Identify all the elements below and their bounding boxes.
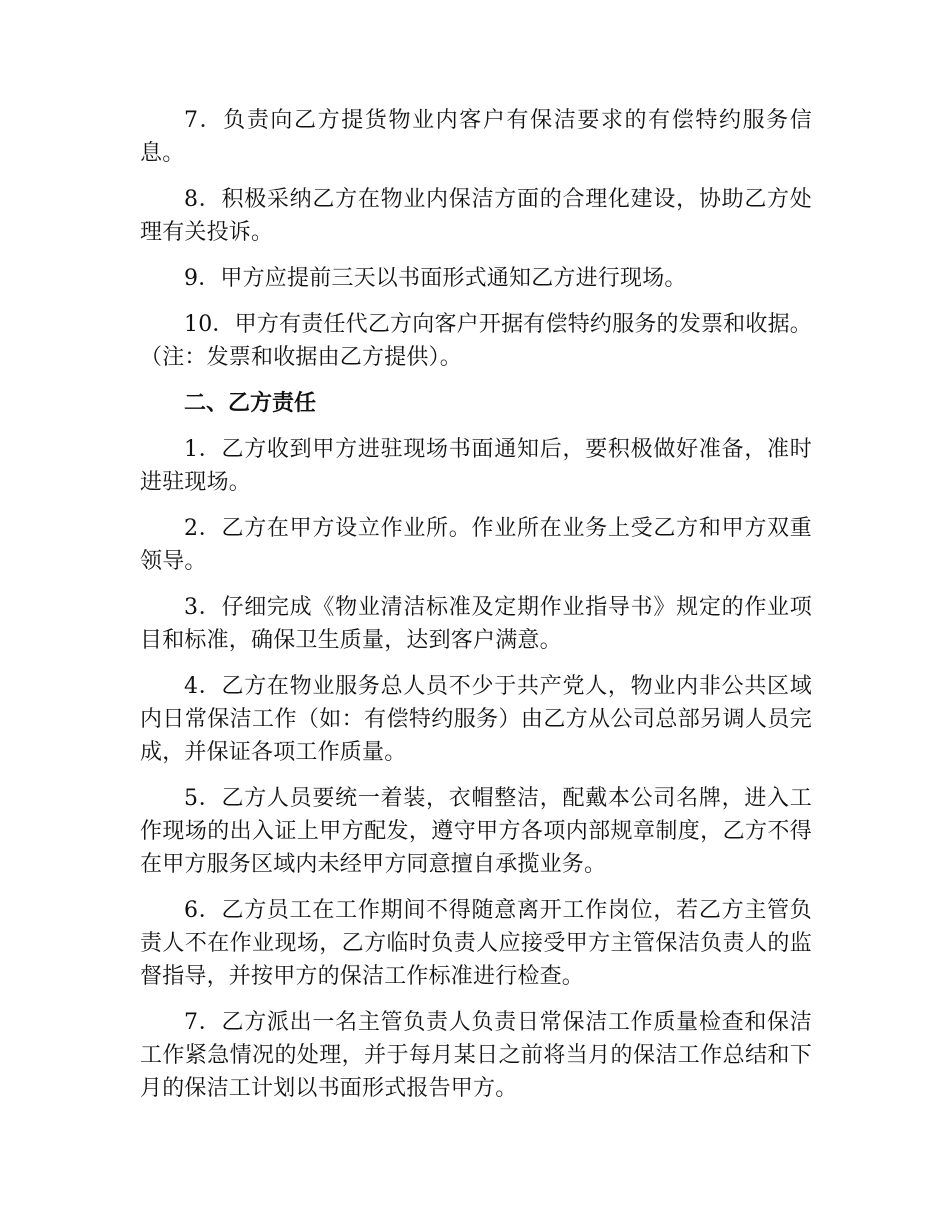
- clause-b-6: 6．乙方员工在工作期间不得随意离开工作岗位，若乙方主管负责人不在作业现场，乙方临时负责人应接受甲方主管保洁负责人的监督指导，并按甲方的保洁工作标准进行检查。: [140, 898, 812, 989]
- clause-a-7: 7．负责向乙方提货物业内客户有保洁要求的有偿特约服务信息。: [140, 108, 812, 166]
- clause-b-3: 3．仔细完成《物业清洁标准及定期作业指导书》规定的作业项目和标准，确保卫生质量，达到客户满意。: [140, 595, 812, 653]
- clause-b-7: 7．乙方派出一名主管负责人负责日常保洁工作质量检查和保洁工作紧急情况的处理，并于每月某日之前将当月的保洁工作总结和下月的保洁工计划以书面形式报告甲方。: [140, 1010, 812, 1101]
- document-page: [140, 104, 812, 1118]
- clause-b-2: 2．乙方在甲方设立作业所。作业所在业务上受乙方和甲方双重领导。: [140, 516, 812, 574]
- clause-a-10: 10．甲方有责任代乙方向客户开据有偿特约服务的发票和收据。（注：发票和收据由乙方提供）。: [140, 312, 812, 370]
- clause-a-8: 8．积极采纳乙方在物业内保洁方面的合理化建设，协助乙方处理有关投诉。: [140, 187, 812, 245]
- clause-b-4: 4．乙方在物业服务总人员不少于共产党人，物业内非公共区域内日常保洁工作（如：有偿特约服务）由乙方从公司总部另调人员完成，并保证各项工作质量。: [140, 674, 812, 765]
- clause-b-1: 1．乙方收到甲方进驻现场书面通知后，要积极做好准备，准时进驻现场。: [140, 437, 812, 495]
- section-heading-party-b: 二、乙方责任: [184, 391, 317, 416]
- clause-b-5: 5．乙方人员要统一着装，衣帽整洁，配戴本公司名牌，进入工作现场的出入证上甲方配发，遵守甲方各项内部规章制度，乙方不得在甲方服务区域内未经甲方同意擅自承揽业务。: [140, 786, 812, 877]
- clause-a-9: 9．甲方应提前三天以书面形式通知乙方进行现场。: [184, 266, 687, 291]
